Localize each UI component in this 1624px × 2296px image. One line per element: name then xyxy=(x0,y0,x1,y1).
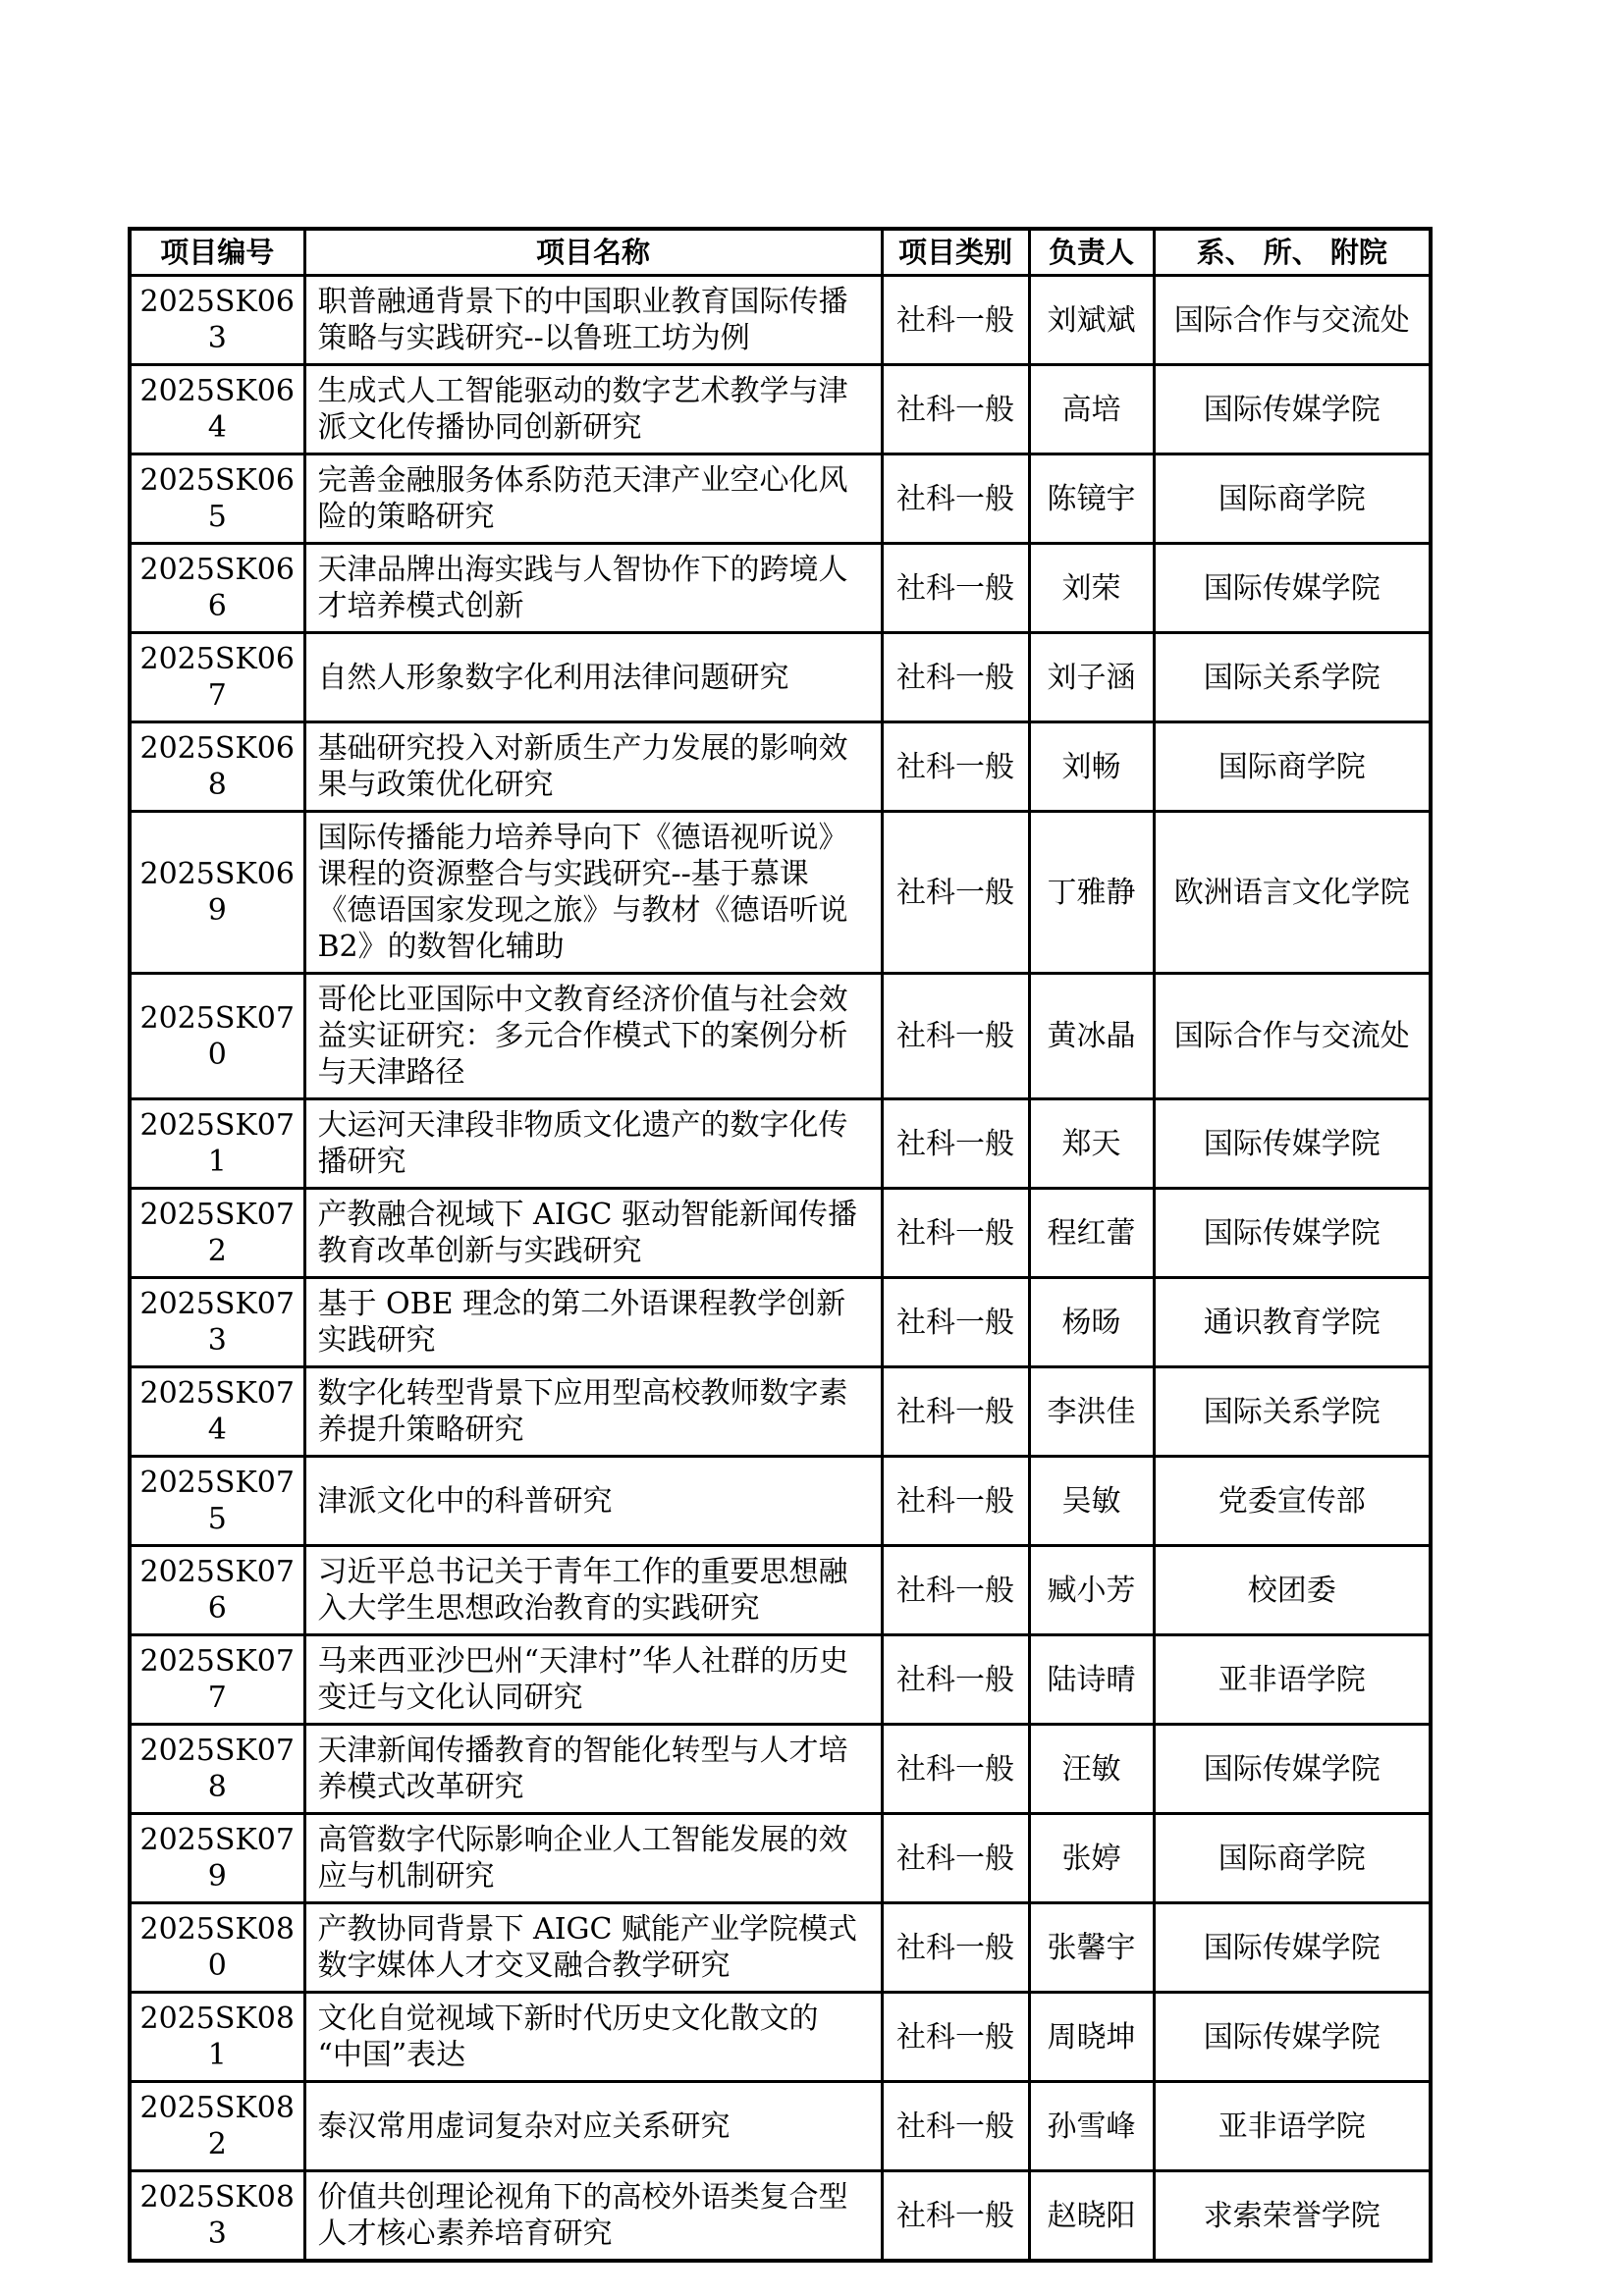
project-category-cell: 社科一般 xyxy=(882,2171,1029,2262)
project-leader-cell: 高培 xyxy=(1029,365,1154,454)
table-row xyxy=(130,1189,1431,1278)
project-leader-cell: 汪敏 xyxy=(1029,1725,1154,1814)
project-title-cell: 泰汉常用虚词复杂对应关系研究 xyxy=(304,2082,882,2171)
project-id-cell: 2025SK070 xyxy=(130,974,304,1099)
project-id-cell: 2025SK068 xyxy=(130,722,304,812)
table-row xyxy=(130,1546,1431,1635)
project-leader-cell: 孙雪峰 xyxy=(1029,2082,1154,2171)
project-title-cell: 马来西亚沙巴州“天津村”华人社群的历史变迁与文化认同研究 xyxy=(304,1635,882,1725)
table-row xyxy=(130,276,1431,365)
project-leader-cell: 刘斌斌 xyxy=(1029,276,1154,365)
table-row xyxy=(130,365,1431,454)
project-leader-cell: 丁雅静 xyxy=(1029,812,1154,974)
table-row xyxy=(130,812,1431,974)
project-id-cell: 2025SK078 xyxy=(130,1725,304,1814)
project-id-cell: 2025SK069 xyxy=(130,812,304,974)
project-leader-cell: 刘子涵 xyxy=(1029,633,1154,722)
project-department-cell: 国际传媒学院 xyxy=(1154,1903,1431,1993)
project-title-cell: 文化自觉视域下新时代历史文化散文的“中国”表达 xyxy=(304,1993,882,2082)
project-title-cell: 生成式人工智能驱动的数字艺术教学与津派文化传播协同创新研究 xyxy=(304,365,882,454)
project-id-cell: 2025SK080 xyxy=(130,1903,304,1993)
project-department-cell: 国际传媒学院 xyxy=(1154,1993,1431,2082)
project-department-cell: 校团委 xyxy=(1154,1546,1431,1635)
project-title-cell: 价值共创理论视角下的高校外语类复合型人才核心素养培育研究 xyxy=(304,2171,882,2262)
table-row xyxy=(130,1099,1431,1189)
project-leader-cell: 黄冰晶 xyxy=(1029,974,1154,1099)
project-id-cell: 2025SK079 xyxy=(130,1814,304,1903)
project-category-cell: 社科一般 xyxy=(882,633,1029,722)
project-category-cell: 社科一般 xyxy=(882,1814,1029,1903)
header-project-leader: 负责人 xyxy=(1029,229,1154,276)
project-leader-cell: 郑天 xyxy=(1029,1099,1154,1189)
project-title-cell: 基础研究投入对新质生产力发展的影响效果与政策优化研究 xyxy=(304,722,882,812)
project-department-cell: 国际传媒学院 xyxy=(1154,544,1431,633)
project-title-cell: 国际传播能力培养导向下《德语视听说》课程的资源整合与实践研究--基于慕课《德语国家发现之旅》与教材《德语听说 B2》的数智化辅助 xyxy=(304,812,882,974)
project-category-cell: 社科一般 xyxy=(882,1725,1029,1814)
project-category-cell: 社科一般 xyxy=(882,1189,1029,1278)
project-leader-cell: 程红蕾 xyxy=(1029,1189,1154,1278)
project-title-cell: 产教融合视域下 AIGC 驱动智能新闻传播教育改革创新与实践研究 xyxy=(304,1189,882,1278)
project-category-cell: 社科一般 xyxy=(882,2082,1029,2171)
project-title-cell: 职普融通背景下的中国职业教育国际传播策略与实践研究--以鲁班工坊为例 xyxy=(304,276,882,365)
project-id-cell: 2025SK081 xyxy=(130,1993,304,2082)
project-title-cell: 高管数字代际影响企业人工智能发展的效应与机制研究 xyxy=(304,1814,882,1903)
project-leader-cell: 杨旸 xyxy=(1029,1278,1154,1367)
project-leader-cell: 周晓坤 xyxy=(1029,1993,1154,2082)
project-category-cell: 社科一般 xyxy=(882,1903,1029,1993)
table-row xyxy=(130,722,1431,812)
table-row xyxy=(130,1457,1431,1546)
project-leader-cell: 刘荣 xyxy=(1029,544,1154,633)
project-category-cell: 社科一般 xyxy=(882,365,1029,454)
project-id-cell: 2025SK083 xyxy=(130,2171,304,2262)
project-title-cell: 习近平总书记关于青年工作的重要思想融入大学生思想政治教育的实践研究 xyxy=(304,1546,882,1635)
project-leader-cell: 赵晓阳 xyxy=(1029,2171,1154,2262)
project-id-cell: 2025SK082 xyxy=(130,2082,304,2171)
project-category-cell: 社科一般 xyxy=(882,544,1029,633)
project-department-cell: 国际商学院 xyxy=(1154,1814,1431,1903)
project-category-cell: 社科一般 xyxy=(882,1993,1029,2082)
project-id-cell: 2025SK065 xyxy=(130,454,304,544)
table-row xyxy=(130,974,1431,1099)
project-department-cell: 欧洲语言文化学院 xyxy=(1154,812,1431,974)
project-title-cell: 数字化转型背景下应用型高校教师数字素养提升策略研究 xyxy=(304,1367,882,1457)
table-row xyxy=(130,1903,1431,1993)
project-department-cell: 国际商学院 xyxy=(1154,454,1431,544)
table-row xyxy=(130,2082,1431,2171)
project-leader-cell: 张婷 xyxy=(1029,1814,1154,1903)
project-id-cell: 2025SK076 xyxy=(130,1546,304,1635)
project-id-cell: 2025SK064 xyxy=(130,365,304,454)
project-department-cell: 国际传媒学院 xyxy=(1154,365,1431,454)
project-department-cell: 党委宣传部 xyxy=(1154,1457,1431,1546)
project-leader-cell: 刘畅 xyxy=(1029,722,1154,812)
table-row xyxy=(130,633,1431,722)
project-title-cell: 自然人形象数字化利用法律问题研究 xyxy=(304,633,882,722)
project-department-cell: 国际传媒学院 xyxy=(1154,1725,1431,1814)
project-department-cell: 亚非语学院 xyxy=(1154,1635,1431,1725)
project-category-cell: 社科一般 xyxy=(882,1278,1029,1367)
project-title-cell: 天津新闻传播教育的智能化转型与人才培养模式改革研究 xyxy=(304,1725,882,1814)
project-id-cell: 2025SK075 xyxy=(130,1457,304,1546)
project-id-cell: 2025SK072 xyxy=(130,1189,304,1278)
project-id-cell: 2025SK063 xyxy=(130,276,304,365)
projects-table xyxy=(128,227,1433,2263)
table-row xyxy=(130,2171,1431,2262)
project-id-cell: 2025SK066 xyxy=(130,544,304,633)
project-category-cell: 社科一般 xyxy=(882,1457,1029,1546)
project-title-cell: 大运河天津段非物质文化遗产的数字化传播研究 xyxy=(304,1099,882,1189)
project-department-cell: 通识教育学院 xyxy=(1154,1278,1431,1367)
project-id-cell: 2025SK071 xyxy=(130,1099,304,1189)
project-leader-cell: 臧小芳 xyxy=(1029,1546,1154,1635)
project-leader-cell: 陆诗晴 xyxy=(1029,1635,1154,1725)
project-title-cell: 津派文化中的科普研究 xyxy=(304,1457,882,1546)
table-row xyxy=(130,1814,1431,1903)
project-leader-cell: 吴敏 xyxy=(1029,1457,1154,1546)
project-category-cell: 社科一般 xyxy=(882,1635,1029,1725)
table-header-row xyxy=(130,229,1431,276)
project-leader-cell: 张馨宇 xyxy=(1029,1903,1154,1993)
project-title-cell: 天津品牌出海实践与人智协作下的跨境人才培养模式创新 xyxy=(304,544,882,633)
header-project-category: 项目类别 xyxy=(882,229,1029,276)
project-department-cell: 国际合作与交流处 xyxy=(1154,276,1431,365)
header-project-id: 项目编号 xyxy=(130,229,304,276)
project-leader-cell: 李洪佳 xyxy=(1029,1367,1154,1457)
project-category-cell: 社科一般 xyxy=(882,276,1029,365)
project-id-cell: 2025SK073 xyxy=(130,1278,304,1367)
project-department-cell: 国际合作与交流处 xyxy=(1154,974,1431,1099)
project-department-cell: 国际传媒学院 xyxy=(1154,1189,1431,1278)
table-row xyxy=(130,1725,1431,1814)
project-title-cell: 基于 OBE 理念的第二外语课程教学创新实践研究 xyxy=(304,1278,882,1367)
project-category-cell: 社科一般 xyxy=(882,454,1029,544)
project-department-cell: 国际关系学院 xyxy=(1154,633,1431,722)
table-row xyxy=(130,1367,1431,1457)
project-category-cell: 社科一般 xyxy=(882,1099,1029,1189)
table-row xyxy=(130,454,1431,544)
project-title-cell: 产教协同背景下 AIGC 赋能产业学院模式数字媒体人才交叉融合教学研究 xyxy=(304,1903,882,1993)
project-department-cell: 国际商学院 xyxy=(1154,722,1431,812)
project-title-cell: 哥伦比亚国际中文教育经济价值与社会效益实证研究：多元合作模式下的案例分析与天津路径 xyxy=(304,974,882,1099)
project-category-cell: 社科一般 xyxy=(882,1546,1029,1635)
project-id-cell: 2025SK074 xyxy=(130,1367,304,1457)
project-id-cell: 2025SK067 xyxy=(130,633,304,722)
header-project-title: 项目名称 xyxy=(304,229,882,276)
project-department-cell: 求索荣誉学院 xyxy=(1154,2171,1431,2262)
table-row xyxy=(130,1635,1431,1725)
project-department-cell: 亚非语学院 xyxy=(1154,2082,1431,2171)
project-category-cell: 社科一般 xyxy=(882,722,1029,812)
header-project-department: 系、 所、 附院 xyxy=(1154,229,1431,276)
project-category-cell: 社科一般 xyxy=(882,1367,1029,1457)
project-id-cell: 2025SK077 xyxy=(130,1635,304,1725)
project-department-cell: 国际关系学院 xyxy=(1154,1367,1431,1457)
project-category-cell: 社科一般 xyxy=(882,974,1029,1099)
project-department-cell: 国际传媒学院 xyxy=(1154,1099,1431,1189)
table-row xyxy=(130,1278,1431,1367)
table-row xyxy=(130,1993,1431,2082)
project-category-cell: 社科一般 xyxy=(882,812,1029,974)
table-row xyxy=(130,544,1431,633)
project-leader-cell: 陈镜宇 xyxy=(1029,454,1154,544)
project-title-cell: 完善金融服务体系防范天津产业空心化风险的策略研究 xyxy=(304,454,882,544)
